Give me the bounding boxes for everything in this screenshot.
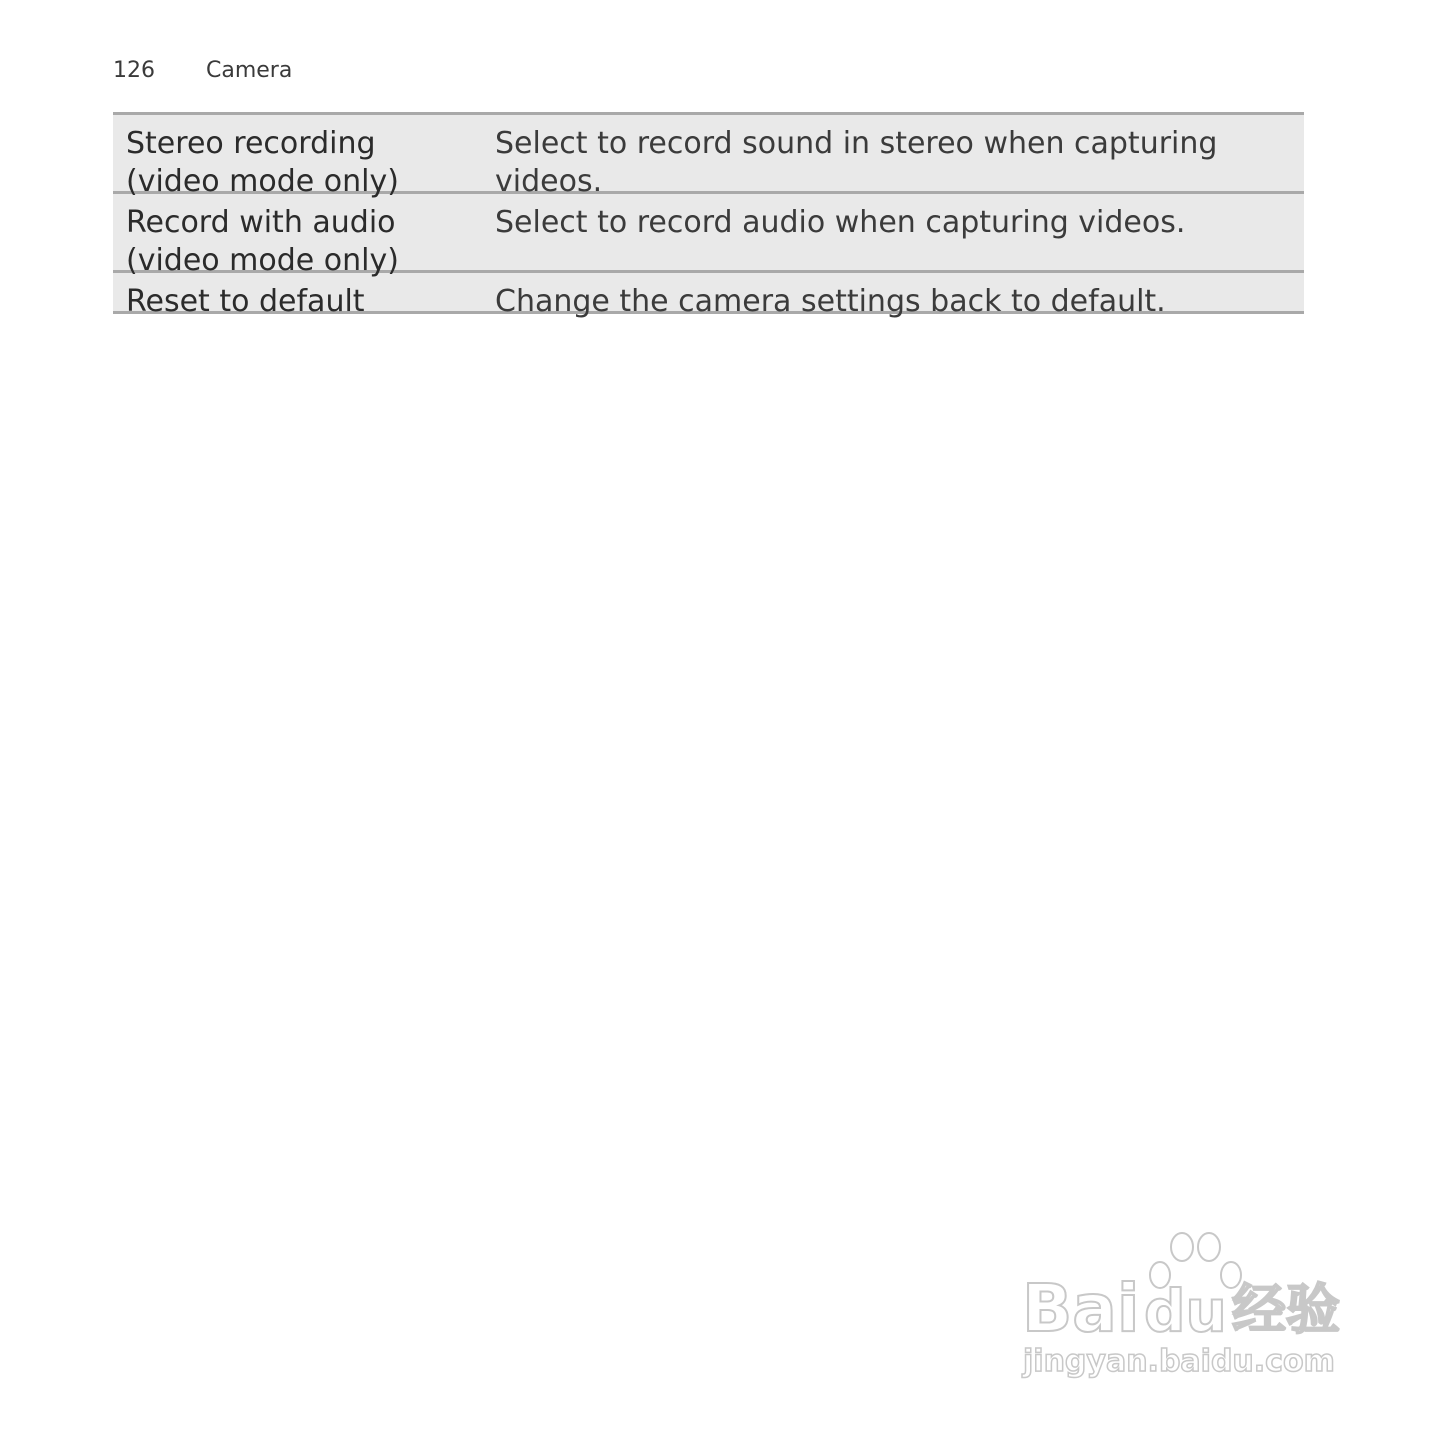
page-number: 126 — [113, 58, 155, 83]
setting-name-line: (video mode only) — [126, 243, 399, 278]
section-title: Camera — [206, 58, 293, 83]
setting-name-line: Reset to default — [126, 284, 365, 319]
watermark-brand-suffix: du — [1144, 1277, 1227, 1345]
page-header — [113, 58, 292, 83]
settings-table — [113, 112, 1304, 319]
setting-name-line: (video mode only) — [126, 164, 399, 199]
setting-description: Select to record sound in stereo when capturing videos. — [495, 126, 1218, 199]
setting-name — [113, 115, 495, 199]
setting-description: Select to record audio when capturing videos. — [495, 205, 1186, 240]
baidu-jingyan-watermark — [1020, 1225, 1355, 1390]
watermark-url: jingyan.baidu.com — [1023, 1344, 1335, 1379]
table-row — [113, 115, 1304, 199]
setting-name-line: Stereo recording — [126, 126, 376, 161]
setting-description: Change the camera settings back to default. — [495, 284, 1166, 319]
watermark-brand: Bai — [1022, 1270, 1140, 1347]
setting-name — [113, 194, 495, 278]
setting-name-line: Record with audio — [126, 205, 396, 240]
table-row — [113, 273, 1304, 319]
setting-name — [113, 273, 495, 319]
table-row — [113, 194, 1304, 278]
watermark-chinese: 经验 — [1232, 1278, 1340, 1341]
